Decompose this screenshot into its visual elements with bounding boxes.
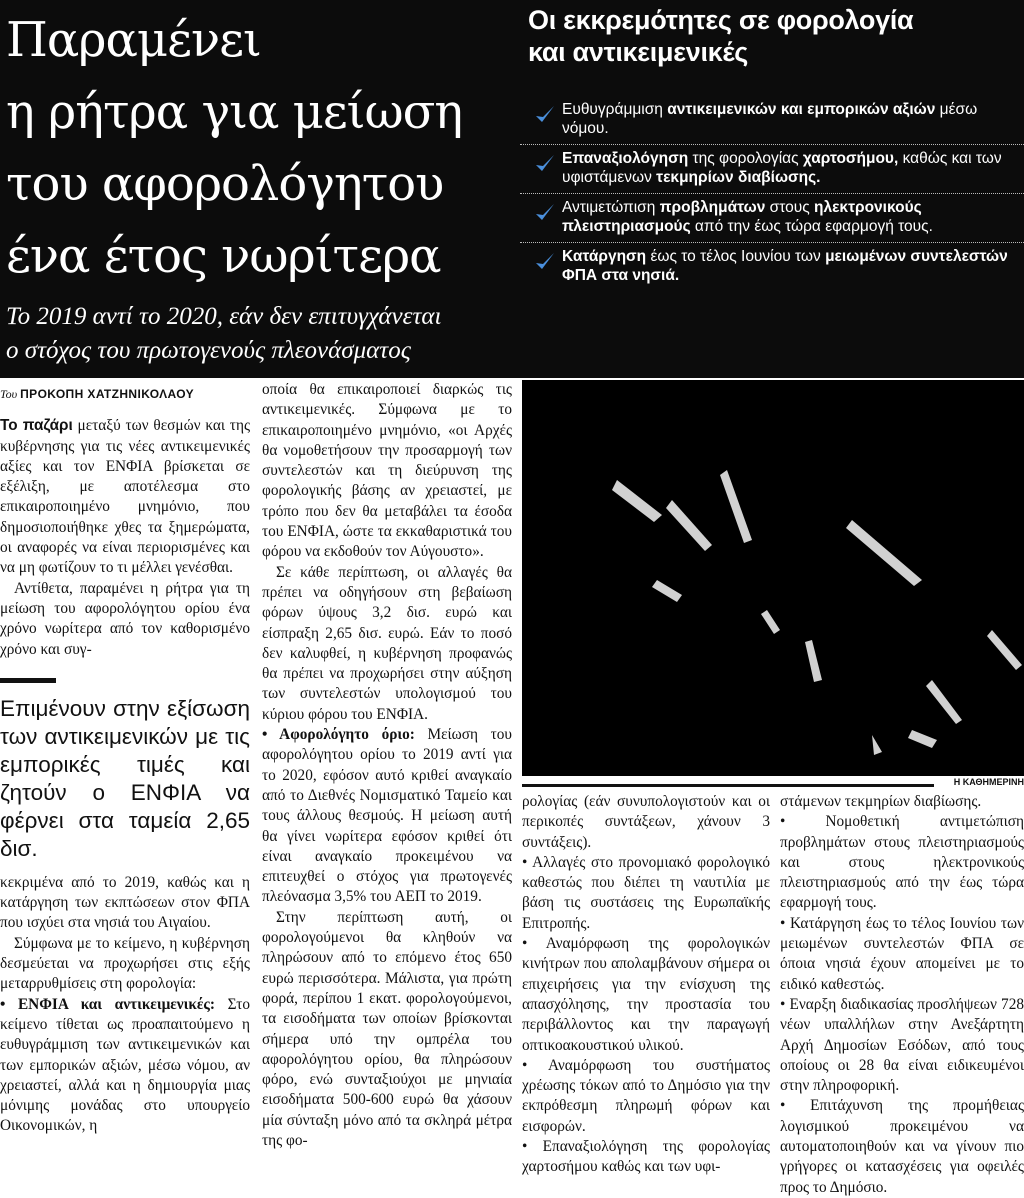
headline-title — [0, 0, 520, 292]
paragraph: οποία θα επικαιροποιεί διαρκώς τις αντικειμενικές. Σύμφωνα με το επικαιροποιημένο μνημόνιο, «οι Αρχές θα νομοθετήσουν την προσαρμογή των συντελεστών και τη διεύρυνση της φορολογικής βάσης αν χρειαστεί, με τρόπο που δεν θα μεταβάλει τα έσοδα του ΕΝΦΙΑ, ώστε τα εκκαθαριστικά του φόρου να εκδοθούν τον Αύγουστο». — [262, 381, 512, 561]
box-item-bold-text: Επαναξιολόγηση — [562, 150, 689, 167]
paragraph: Σε κάθε περίπτωση, οι αλλαγές θα πρέπει να οδηγήσουν στη βεβαίωση φόρων ύψους 3,2 δισ. ευρώ και είσπραξη 2,65 δισ. ευρώ. Εάν το ποσό δεν καλυφθεί, η κυβέρνηση προφανώς θα πρέπει να προχωρήσει στην αύξηση των συντελεστών υπολογισμού του κύριου φόρου του ΕΝΦΙΑ. — [262, 563, 512, 723]
box-item-bold-text: προβλημάτων — [659, 199, 766, 216]
paragraph: Αντίθετα, παραμένει η ρήτρα για τη μείωση του αφορολόγητου ορίου ένα χρόνο νωρίτερα από τον καθορισμένο χρόνο και συγ- — [0, 579, 250, 658]
paragraph-text: Στο κείμενο τίθεται ως προαπαιτούμενο η ευθυγράμμιση των αντικειμενικών και των εμπορικών αξιών, μέσω νόμου, αν χρειαστεί, αλλά και η δημιουργία μιας μόνιμης μονάδας στο υπουργείο Οικονομικών, η — [0, 995, 251, 1135]
article-photo — [522, 380, 1024, 776]
headline-block — [0, 0, 520, 378]
paragraph: Σύμφωνα με το κείμενο, η κυβέρνηση δεσμεύεται να προχωρήσει στις εξής μεταρρυθμίσεις στη φορολογία: — [0, 934, 250, 993]
box-item-bold-text: χαρτοσήμου, — [802, 150, 899, 167]
bullet-paragraph: • Αναμόρφωση του συστήματος χρέωσης τόκων από το Δημόσιο για την εκπρόθεσμη πληρωμή φόρων και εισφορών. — [522, 1056, 770, 1135]
pull-quote-rule — [0, 678, 56, 683]
paragraph: κεκριμένα από το 2019, καθώς και η κατάργηση των εκπτώσεων στον ΦΠΑ που ισχύει στα νησιά του Αιγαίου. — [0, 873, 250, 932]
bullet-paragraph: • Νομοθετική αντιμετώπιση προβλημάτων στους πλειστηριασμούς και στους ηλεκτρονικούς πλειστηριασμούς από την έως τώρα εφαρμογή τους. — [780, 813, 1024, 912]
bullet-paragraph: • Αναμόρφωση της φορολογικών κινήτρων που απολαμβάνουν σήμερα οι επιχειρήσεις για την ενίσχυση της απασχόλησης, την προστασία του περιβάλλοντος και την παραγωγή οπτικοακουστικού υλικού. — [522, 935, 770, 1054]
bullet-paragraph: • Αλλαγές στο προνομιακό φορολογικό καθεστώς που διέπει τη ναυτιλία με βάση τις συστάσεις της Ευρωπαϊκής Επιτροπής. — [522, 853, 770, 932]
bullet-paragraph — [0, 995, 250, 1137]
paragraph — [0, 416, 250, 578]
box-title-line: Οι εκκρεμότητες σε φορολογία — [528, 5, 914, 35]
box-title — [528, 4, 1024, 68]
byline — [0, 384, 250, 404]
headline-title-line: του αφορολόγητου — [6, 156, 444, 212]
bullet-paragraph: • Επαναξιολόγηση της φορολογίας χαρτοσήμου καθώς και των υφι- — [522, 1138, 770, 1176]
byline-prefix: Του — [0, 387, 18, 401]
checkmark-icon — [534, 251, 556, 273]
box-item-bold-text: ηλεκτρονικούς πλειστηριασμούς — [562, 199, 922, 235]
box-item-bold-text: Κατάργηση — [562, 248, 647, 265]
headline-subtitle — [6, 300, 520, 368]
lead-word: Το παζάρι — [0, 417, 73, 435]
byline-name: ΠΡΟΚΟΠΗ ΧΑΤΖΗΝΙΚΟΛΑΟΥ — [20, 387, 195, 401]
bullet-paragraph: • Κατάργηση έως το τέλος Ιουνίου των μειωμένων συντελεστών ΦΠΑ σε όποια νησιά έχουν απομείνει με το ειδικό καθεστώς. — [780, 914, 1024, 993]
box-item-bold-text: τεκμηρίων διαβίωσης. — [656, 169, 821, 186]
bullet-paragraph — [262, 725, 512, 908]
bullet-lead: • Αφορολόγητο όριο: — [262, 726, 415, 744]
box-item-text: Ευθυγράμμιση — [562, 101, 668, 118]
photo-credit: Η ΚΑΘΗΜΕΡΙΝΗ — [953, 777, 1024, 787]
paragraph: ρολογίας (εάν συνυπολογιστούν και οι περικοπές συντάξεων, χάνουν 3 συντάξεις). — [522, 793, 770, 851]
box-list — [520, 96, 1024, 291]
column-2 — [262, 380, 512, 1151]
box-list-item — [520, 243, 1024, 291]
box-title-line: και αντικειμενικές — [528, 37, 749, 67]
pending-items-box — [520, 0, 1024, 378]
paragraph-text: Μείωση του αφορολόγητου ορίου το 2019 αντί για το 2020, εφόσον αυτό κριθεί αναγκαίο από το Διεθνές Νομισματικό Ταμείο και τους άλλους θεσμούς. Η μείωση αυτή θα γίνει νωρίτερα εφόσον κριθεί ότι είναι αναγκαίο προκειμένου να επιτευχθεί ο στόχος για πρωτογενές πλεόνασμα 3,5% του ΑΕΠ το 2019. — [262, 726, 512, 906]
box-item-text: έως το τέλος Ιουνίου των — [646, 248, 826, 265]
bullet-paragraph: • Εναρξη διαδικασίας προσλήψεων 728 νέων υπαλλήλων στην Ανεξάρτητη Αρχή Δημοσίων Εσόδων, από τους οποίους οι 28 θα είναι ειδικευμένοι στην πληροφορική. — [780, 995, 1024, 1095]
photo-image — [522, 380, 1024, 776]
paragraph: στάμενων τεκμηρίων διαβίωσης. — [780, 793, 982, 810]
box-item-text: Αντιμετώπιση — [562, 199, 660, 216]
column-1 — [0, 380, 250, 1137]
box-item-bold-text: αντικειμενικών και εμπορικών αξιών — [667, 101, 936, 118]
bullet-paragraph: • Επιτάχυνση της προμήθειας λογισμικού προκειμένου να αυτοματοποιηθούν και να γίνουν πιο γρήγορες οι κατασχέσεις για οφειλές προς το Δημόσιο. — [780, 1097, 1024, 1196]
checkmark-icon — [534, 202, 556, 224]
headline-subtitle-line: Το 2019 αντί το 2020, εάν δεν επιτυγχάνεται — [6, 303, 442, 330]
checkmark-icon — [534, 153, 556, 175]
box-item-text: μέσω νόμου. — [562, 101, 978, 137]
box-item-text: από την έως τώρα εφαρμογή τους. — [690, 218, 933, 235]
paragraph-text: μεταξύ των θεσμών και της κυβέρνησης για τις νέες αντικειμενικές αξίες και τον ΕΝΦΙΑ βρίσκεται σε εξέλιξη, με αποτέλεσμα στο επικαιροποιημένο μνημόνιο, που δημοσιοποιήθηκε χθες τα ξημερώματα, οι αναφορές να είναι περιορισμένες και να μη φωτίζουν το τι μέλλει γενέσθαι. — [0, 417, 250, 577]
headline-title-line: Παραμένει — [6, 12, 261, 68]
caption-rule — [522, 784, 934, 787]
checkmark-icon — [534, 104, 556, 126]
column-4 — [780, 792, 1024, 1198]
column-3 — [522, 792, 770, 1178]
pull-quote — [0, 678, 250, 863]
pull-quote-text: Επιμένουν στην εξίσωση των αντικειμενικών με τις εμπορικές τιμές και ζητούν ο ΕΝΦΙΑ να φέρνει στα ταμεία 2,65 δισ. — [0, 695, 250, 861]
box-item-bold-text: μειωμένων συντελεστών ΦΠΑ στα νησιά. — [562, 248, 1008, 284]
box-item-text: στους — [765, 199, 814, 216]
box-list-item — [520, 194, 1024, 243]
bullet-lead: • ΕΝΦΙΑ και αντικειμενικές: — [0, 995, 215, 1013]
box-item-text: της φορολογίας — [688, 150, 803, 167]
headline-title-line: η ρήτρα για μείωση — [6, 84, 463, 140]
headline-subtitle-line: ο στόχος του πρωτογενούς πλεονάσματος — [6, 337, 411, 364]
box-list-item — [520, 145, 1024, 194]
box-list-item — [520, 96, 1024, 145]
headline-title-line: ένα έτος νωρίτερα — [6, 228, 441, 284]
box-item-text: καθώς και των υφιστάμενων — [562, 150, 1002, 186]
paragraph: Στην περίπτωση αυτή, οι φορολογούμενοι θα κληθούν να πληρώσουν από το επόμενο έτος 650 ευρώ περισσότερα. Μάλιστα, για πρώτη φορά, περίπου 1 εκατ. φορολογούμενοι, τα εισοδήματα των οποίων βρίσκονται σήμερα υπό την ομπρέλα του αφορολόγητου ορίου, θα πληρώσουν φόρο, ενώ συνταξιούχοι με μηνιαία εισοδήματα 500-600 ευρώ θα χάσουν μία σύνταξη μόνο από τα σκληρά μέτρα της φο- — [262, 908, 512, 1149]
